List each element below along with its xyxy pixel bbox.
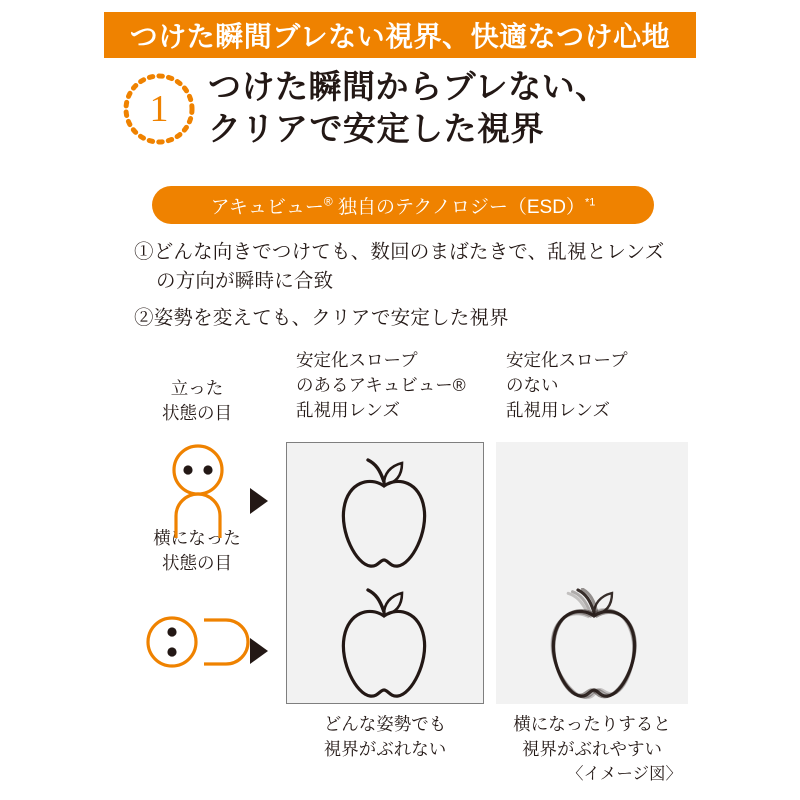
bullet-line-2: の方向が瞬時に合致 bbox=[156, 269, 334, 292]
pill-text-before: アキュビュー bbox=[210, 196, 324, 218]
column-b-heading bbox=[506, 348, 696, 423]
left-label-standing-line-1: 立った bbox=[170, 378, 224, 398]
arrow-right-icon-bottom bbox=[250, 638, 268, 664]
circled-number-badge bbox=[120, 70, 198, 148]
caption-with-slope bbox=[280, 712, 490, 763]
column-a-heading bbox=[296, 348, 486, 423]
arrow-right-icon-top bbox=[250, 488, 268, 514]
column-a-heading-line-2: のあるアキュビュー® bbox=[296, 374, 466, 395]
bullet-block bbox=[134, 238, 694, 333]
left-label-lying-line-2: 状態の目 bbox=[162, 552, 232, 573]
title-line-2: クリアで安定した視界 bbox=[208, 110, 544, 148]
left-label-lying-line-1: 横になった bbox=[153, 528, 241, 548]
column-a-heading-line-3: 乱視用レンズ bbox=[296, 399, 401, 420]
bullet-line-3: ②姿勢を変えても、クリアで安定した視界 bbox=[134, 306, 509, 329]
column-b-heading-line-3: 乱視用レンズ bbox=[506, 399, 611, 420]
pill-footnote: *1 bbox=[584, 196, 596, 209]
registered-mark: ® bbox=[323, 194, 333, 209]
bullet-line-1: ①どんな向きでつけても、数回のまばたきで、乱視とレンズ bbox=[134, 241, 665, 263]
caption-a-line-2: 視界がぶれない bbox=[323, 739, 447, 760]
caption-a-line-1: どんな姿勢でも bbox=[323, 714, 447, 734]
column-a-heading-line-1: 安定化スロープ bbox=[296, 350, 418, 370]
title-line-1: つけた瞬間からブレない、 bbox=[208, 68, 609, 105]
column-b-heading-line-1: 安定化スロープ bbox=[506, 350, 628, 370]
header-band-label: つけた瞬間ブレない視界、快適なつけ心地 bbox=[129, 21, 671, 52]
apple-icon-sharp-bottom bbox=[318, 588, 450, 700]
caption-without-slope bbox=[492, 712, 692, 763]
caption-b-line-1: 横になったりすると bbox=[513, 714, 671, 734]
column-b-heading-line-2: のない bbox=[506, 374, 559, 395]
apple-icon-blurred bbox=[528, 588, 660, 700]
standing-person-icon bbox=[148, 444, 248, 540]
image-note: 〈イメージ図〉 bbox=[566, 765, 682, 783]
left-label-standing bbox=[122, 376, 272, 426]
pill-text-after: 独自のテクノロジー（ESD） bbox=[332, 196, 585, 218]
technology-pill bbox=[152, 186, 654, 224]
lying-person-icon bbox=[142, 594, 254, 690]
caption-b-line-2: 視界がぶれやすい bbox=[522, 739, 662, 760]
header-band bbox=[104, 12, 696, 58]
comparison-diagram bbox=[128, 348, 688, 783]
technology-pill-label bbox=[211, 192, 596, 219]
title-lines bbox=[208, 64, 609, 150]
left-label-standing-line-2: 状態の目 bbox=[162, 402, 232, 423]
apple-icon-sharp-top bbox=[318, 458, 450, 570]
circled-number-value: 1 bbox=[149, 88, 169, 130]
title-row bbox=[120, 64, 720, 150]
